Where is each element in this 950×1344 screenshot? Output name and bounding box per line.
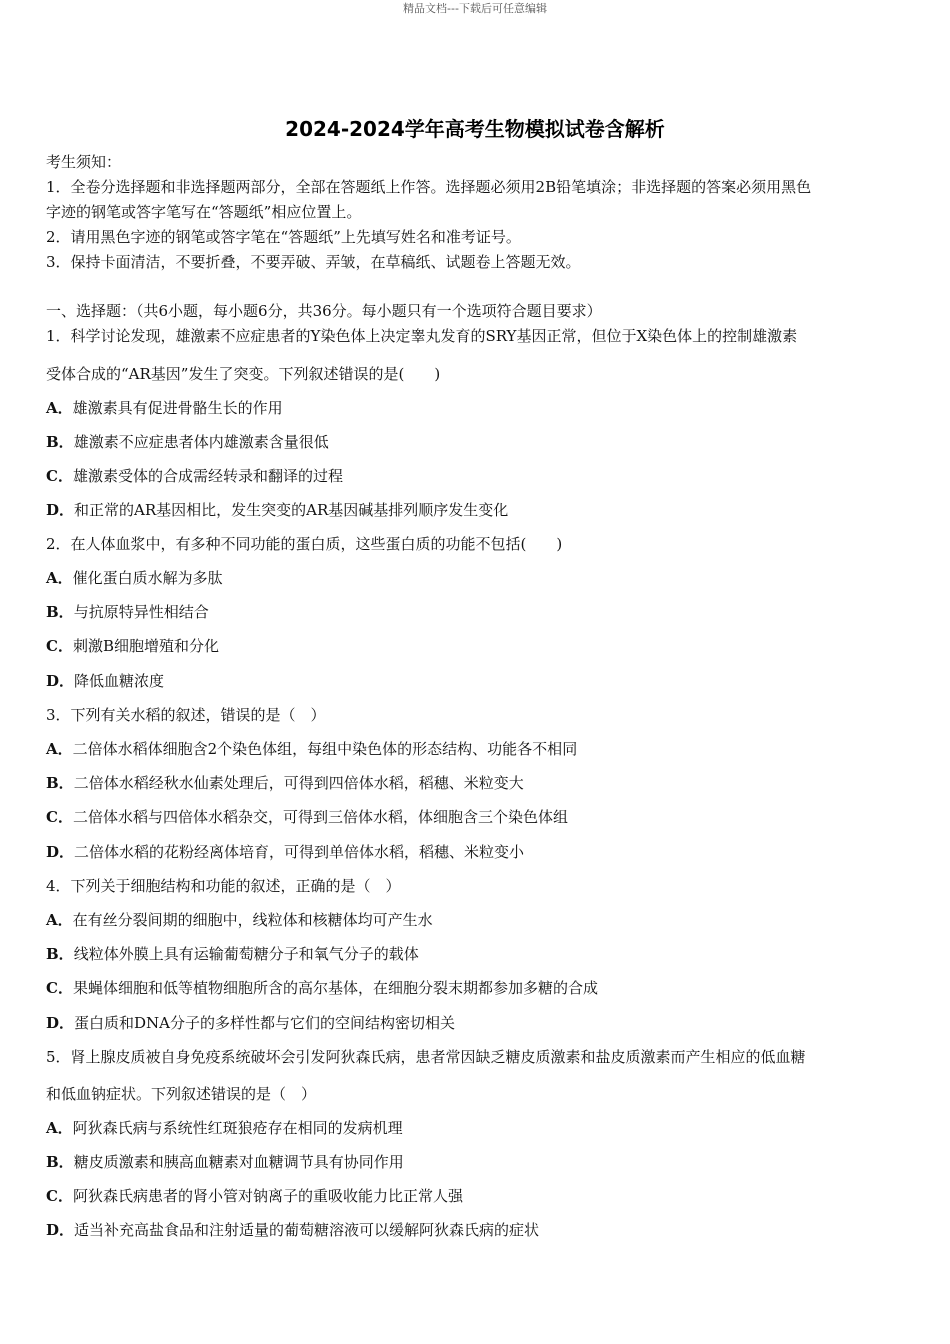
- question-stem: 5．肾上腺皮质被自身免疫系统破坏会引发阿狄森氏病，患者常因缺乏糖皮质激素和盐皮质激素而产生相应的低血糖: [46, 1048, 806, 1066]
- option-text: 二倍体水稻体细胞含2个染色体组，每组中染色体的形态结构、功能各不相同: [72, 740, 578, 758]
- answer-option: [46, 1220, 539, 1240]
- notice-heading: 考生须知：: [46, 153, 122, 171]
- answer-option: [46, 432, 329, 452]
- option-text: 催化蛋白质水解为多肽: [72, 569, 223, 587]
- exam-title: 2024-2024学年高考生物模拟试卷含解析: [285, 117, 665, 141]
- notice-item: 1．全卷分选择题和非选择题两部分，全部在答题纸上作答。选择题必须用2B铅笔填涂；非选择题的答案必须用黑色: [46, 178, 812, 196]
- question-stem: 1．科学讨论发现，雄激素不应症患者的Y染色体上决定睾丸发育的SRY基因正常，但位于X染色体上的控制雄激素: [46, 327, 798, 345]
- option-text: 二倍体水稻的花粉经离体培育，可得到单倍体水稻，稻穗、米粒变小: [74, 843, 525, 861]
- answer-option: [46, 1013, 455, 1033]
- option-letter: C．: [46, 1187, 73, 1205]
- option-text: 与抗原特异性相结合: [73, 603, 209, 621]
- option-letter: A．: [46, 911, 73, 929]
- notice-item: 字迹的钢笔或答字笔写在“答题纸”相应位置上。: [46, 203, 362, 221]
- option-text: 蛋白质和DNA分子的多样性都与它们的空间结构密切相关: [74, 1014, 456, 1032]
- answer-option: [46, 944, 419, 964]
- option-text: 二倍体水稻与四倍体水稻杂交，可得到三倍体水稻，体细胞含三个染色体组: [72, 808, 568, 826]
- question-stem: 受体合成的“AR基因”发生了突变。下列叙述错误的是( ): [46, 365, 441, 383]
- option-text: 降低血糖浓度: [74, 672, 165, 690]
- answer-option: [46, 466, 343, 486]
- answer-option: [46, 910, 433, 930]
- answer-option: [46, 807, 568, 827]
- option-text: 线粒体外膜上具有运输葡萄糖分子和氧气分子的载体: [73, 945, 419, 963]
- option-text: 在有丝分裂间期的细胞中，线粒体和核糖体均可产生水: [72, 911, 433, 929]
- option-text: 雄激素受体的合成需经转录和翻译的过程: [72, 467, 343, 485]
- option-letter: C．: [46, 637, 73, 655]
- answer-option: [46, 398, 283, 418]
- answer-option: [46, 500, 508, 520]
- question-stem: 2．在人体血浆中，有多种不同功能的蛋白质，这些蛋白质的功能不包括( ): [46, 535, 563, 553]
- option-text: 雄激素不应症患者体内雄激素含量很低: [73, 433, 329, 451]
- answer-option: [46, 1118, 403, 1138]
- question-stem: 3．下列有关水稻的叙述，错误的是（ ）: [46, 706, 326, 724]
- option-text: 阿狄森氏病与系统性红斑狼疮存在相同的发病机理: [72, 1119, 403, 1137]
- option-letter: C．: [46, 808, 73, 826]
- option-letter: A．: [46, 399, 73, 417]
- section-heading: 一、选择题：（共6小题，每小题6分，共36分。每小题只有一个选项符合题目要求）: [46, 302, 602, 320]
- option-text: 阿狄森氏病患者的肾小管对钠离子的重吸收能力比正常人强: [72, 1187, 463, 1205]
- option-text: 适当补充高盐食品和注射适量的葡萄糖溶液可以缓解阿狄森氏病的症状: [74, 1221, 540, 1239]
- option-letter: A．: [46, 569, 73, 587]
- page-watermark: 精品文档---下载后可任意编辑: [403, 2, 547, 15]
- notice-item: 3．保持卡面清洁，不要折叠，不要弄破、弄皱，在草稿纸、试题卷上答题无效。: [46, 253, 581, 271]
- option-letter: C．: [46, 979, 73, 997]
- option-letter: B．: [46, 433, 74, 451]
- option-letter: B．: [46, 945, 74, 963]
- option-letter: D．: [46, 501, 75, 519]
- option-letter: C．: [46, 467, 73, 485]
- option-letter: B．: [46, 603, 74, 621]
- answer-option: [46, 842, 524, 862]
- option-letter: D．: [46, 1221, 75, 1239]
- answer-option: [46, 739, 577, 759]
- option-text: 糖皮质激素和胰高血糖素对血糖调节具有协同作用: [73, 1153, 404, 1171]
- option-letter: A．: [46, 740, 73, 758]
- answer-option: [46, 1152, 404, 1172]
- notice-item: 2．请用黑色字迹的钢笔或答字笔在“答题纸”上先填写姓名和准考证号。: [46, 228, 521, 246]
- option-text: 雄激素具有促进骨骼生长的作用: [72, 399, 283, 417]
- option-text: 二倍体水稻经秋水仙素处理后，可得到四倍体水稻，稻穗、米粒变大: [73, 774, 524, 792]
- question-stem: 4．下列关于细胞结构和功能的叙述，正确的是（ ）: [46, 877, 401, 895]
- question-stem: 和低血钠症状。下列叙述错误的是（ ）: [46, 1085, 317, 1103]
- answer-option: [46, 1186, 463, 1206]
- option-letter: B．: [46, 774, 74, 792]
- option-letter: D．: [46, 1014, 75, 1032]
- answer-option: [46, 773, 524, 793]
- answer-option: [46, 671, 164, 691]
- option-letter: D．: [46, 843, 75, 861]
- answer-option: [46, 978, 598, 998]
- option-letter: D．: [46, 672, 75, 690]
- option-letter: A．: [46, 1119, 73, 1137]
- option-text: 和正常的AR基因相比，发生突变的AR基因碱基排列顺序发生变化: [74, 501, 509, 519]
- answer-option: [46, 602, 209, 622]
- option-text: 刺激B细胞增殖和分化: [72, 637, 219, 655]
- option-text: 果蝇体细胞和低等植物细胞所含的高尔基体，在细胞分裂末期都参加多糖的合成: [72, 979, 598, 997]
- option-letter: B．: [46, 1153, 74, 1171]
- answer-option: [46, 636, 219, 656]
- answer-option: [46, 568, 223, 588]
